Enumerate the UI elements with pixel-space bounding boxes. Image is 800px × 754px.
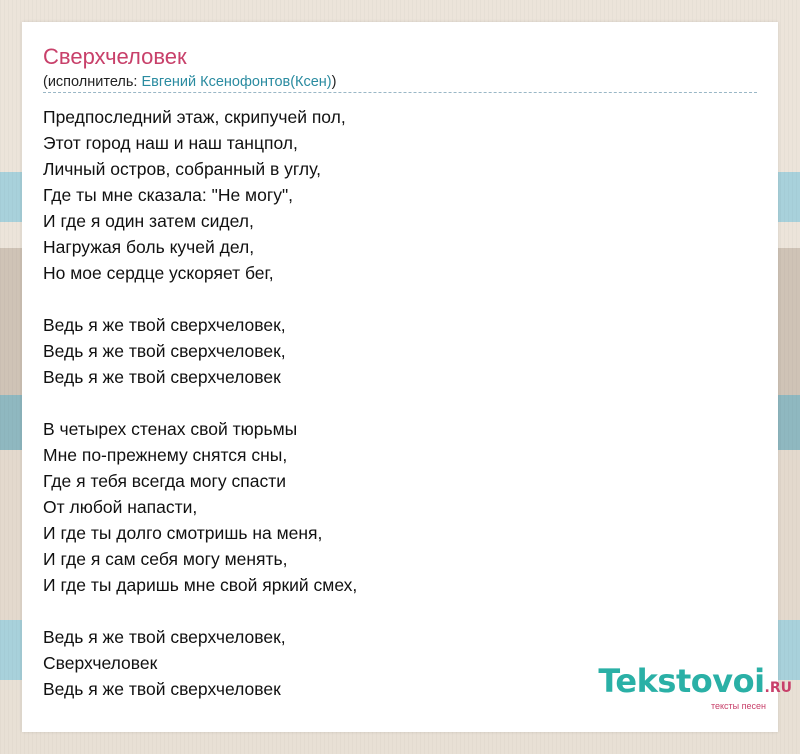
lyrics-line: И где я сам себя могу менять, [43, 549, 288, 569]
lyrics-line: В четырех стенах свой тюрьмы [43, 419, 298, 439]
logo-wordmark [598, 664, 792, 705]
lyrics-line: Нагружая боль кучей дел, [43, 237, 255, 257]
lyrics-line: От любой напасти, [43, 497, 198, 517]
lyrics-stanza [43, 104, 357, 286]
lyrics-line: Этот город наш и наш танцпол, [43, 133, 298, 153]
lyrics-line: И где ты долго смотришь на меня, [43, 523, 323, 543]
lyrics-line: Ведь я же твой сверхчеловек [43, 679, 281, 699]
lyrics-stanza [43, 416, 357, 598]
song-title: Сверхчеловек [43, 44, 187, 69]
lyrics-stanza [43, 312, 357, 390]
lyrics-line: Ведь я же твой сверхчеловек [43, 367, 281, 387]
site-logo[interactable] [598, 664, 792, 711]
lyrics-line: И где ты даришь мне свой яркий смех, [43, 575, 358, 595]
performer-line [43, 73, 336, 91]
artist-link[interactable]: Евгений Ксенофонтов(Ксен) [141, 74, 332, 90]
lyrics-line: Предпоследний этаж, скрипучей пол, [43, 107, 346, 127]
lyrics-stanza [43, 624, 357, 702]
logo-tld: .RU [764, 680, 792, 696]
logo-name: Tekstovoi [598, 662, 765, 700]
lyrics-line: Ведь я же твой сверхчеловек, [43, 341, 286, 361]
lyrics-line: Где ты мне сказала: "Не могу", [43, 185, 294, 205]
performer-prefix: (исполнитель: [43, 74, 142, 90]
lyrics-line: Сверхчеловек [43, 653, 158, 673]
lyrics-line: Личный остров, собранный в углу, [43, 159, 321, 179]
logo-tagline: тексты песен [710, 701, 766, 711]
lyrics-line: Но мое сердце ускоряет бег, [43, 263, 274, 283]
lyrics-line: Ведь я же твой сверхчеловек, [43, 627, 286, 647]
lyrics-line: Где я тебя всегда могу спасти [43, 471, 287, 491]
lyrics-line: Мне по-прежнему снятся сны, [43, 445, 288, 465]
lyrics-text [43, 104, 357, 702]
performer-suffix: ) [331, 74, 337, 90]
lyrics-line: Ведь я же твой сверхчеловек, [43, 315, 286, 335]
divider [43, 92, 757, 93]
lyrics-card [22, 22, 778, 732]
lyrics-line: И где я один затем сидел, [43, 211, 254, 231]
